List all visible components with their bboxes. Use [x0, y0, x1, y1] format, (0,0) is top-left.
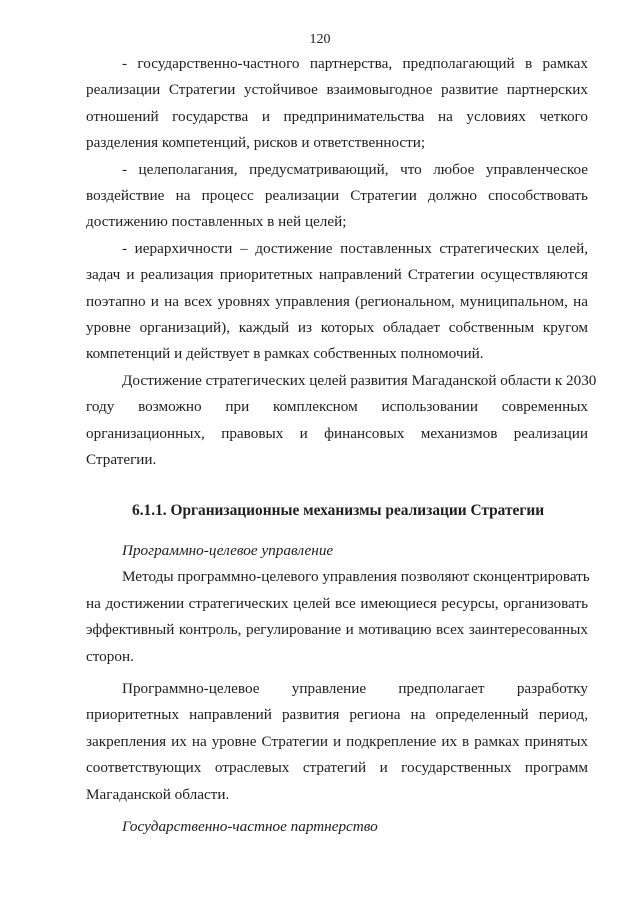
text-line: достижению поставленных в ней целей;: [86, 213, 347, 231]
text-line: уровне организаций), каждый из которых обладает собственным кругом: [86, 319, 588, 337]
text-line: Магаданской области.: [86, 785, 230, 803]
text-line: отношений государства и предпринимательства на условиях четкого: [86, 107, 588, 125]
text-line: эффективный контроль, регулирование и мотивацию всех заинтересованных: [86, 621, 588, 639]
page-number: 120: [309, 32, 331, 47]
paragraph-goal-setting-principle: [86, 157, 588, 236]
paragraph-program-development: [86, 676, 588, 808]
text-line: организационных, правовых и финансовых механизмов реализации: [86, 424, 588, 442]
text-line: разделения компетенций, рисков и ответственности;: [86, 134, 426, 152]
text-line: Программно-целевое управление предполагает разработку: [122, 679, 588, 697]
text-line: - государственно-частного партнерства, предполагающий в рамках: [122, 55, 588, 72]
text-line: - иерархичности – достижение поставленных стратегических целей,: [122, 239, 588, 257]
text-line: Достижение стратегических целей развития Магаданской области к 2030: [122, 371, 597, 389]
text-line: Методы программно-целевого управления позволяют сконцентрировать: [122, 568, 590, 586]
text-line: - целеполагания, предусматривающий, что любое управленческое: [122, 160, 588, 178]
paragraph-ppp-principle: [86, 51, 588, 157]
text-line: воздействие на процесс реализации Стратегии должно способствовать: [86, 187, 588, 205]
paragraph-achievement-2030: [86, 368, 597, 474]
text-line: соответствующих отраслевых стратегий и государственных программ: [86, 759, 588, 777]
text-line: приоритетных направлений развития региона на определенный период,: [86, 706, 588, 724]
text-line: поэтапно и на всех уровнях управления (региональном, муниципальном, на: [86, 292, 588, 310]
text-line: на достижении стратегических целей все имеющиеся ресурсы, организовать: [86, 594, 588, 612]
subsection-title-program-targeted: Программно-целевое управление: [122, 541, 334, 559]
paragraph-hierarchy-principle: [86, 236, 588, 368]
document-body: [86, 51, 597, 840]
text-line: задач и реализация приоритетных направлений Стратегии осуществляются: [86, 266, 588, 284]
text-line: закрепления их на уровне Стратегии и подкрепление их в рамках принятых: [86, 732, 588, 750]
paragraph-program-methods: [86, 564, 588, 670]
section-heading: 6.1.1. Организационные механизмы реализации Стратегии: [132, 501, 545, 519]
text-line: году возможно при комплексном использовании современных: [86, 398, 588, 416]
text-line: Стратегии.: [86, 451, 157, 469]
text-line: сторон.: [86, 647, 134, 665]
text-line: компетенций и действует в рамках собственных полномочий.: [86, 345, 484, 363]
subsection-title-ppp: Государственно-частное партнерство: [122, 817, 378, 835]
text-line: реализации Стратегии устойчивое взаимовыгодное развитие партнерских: [86, 81, 588, 99]
